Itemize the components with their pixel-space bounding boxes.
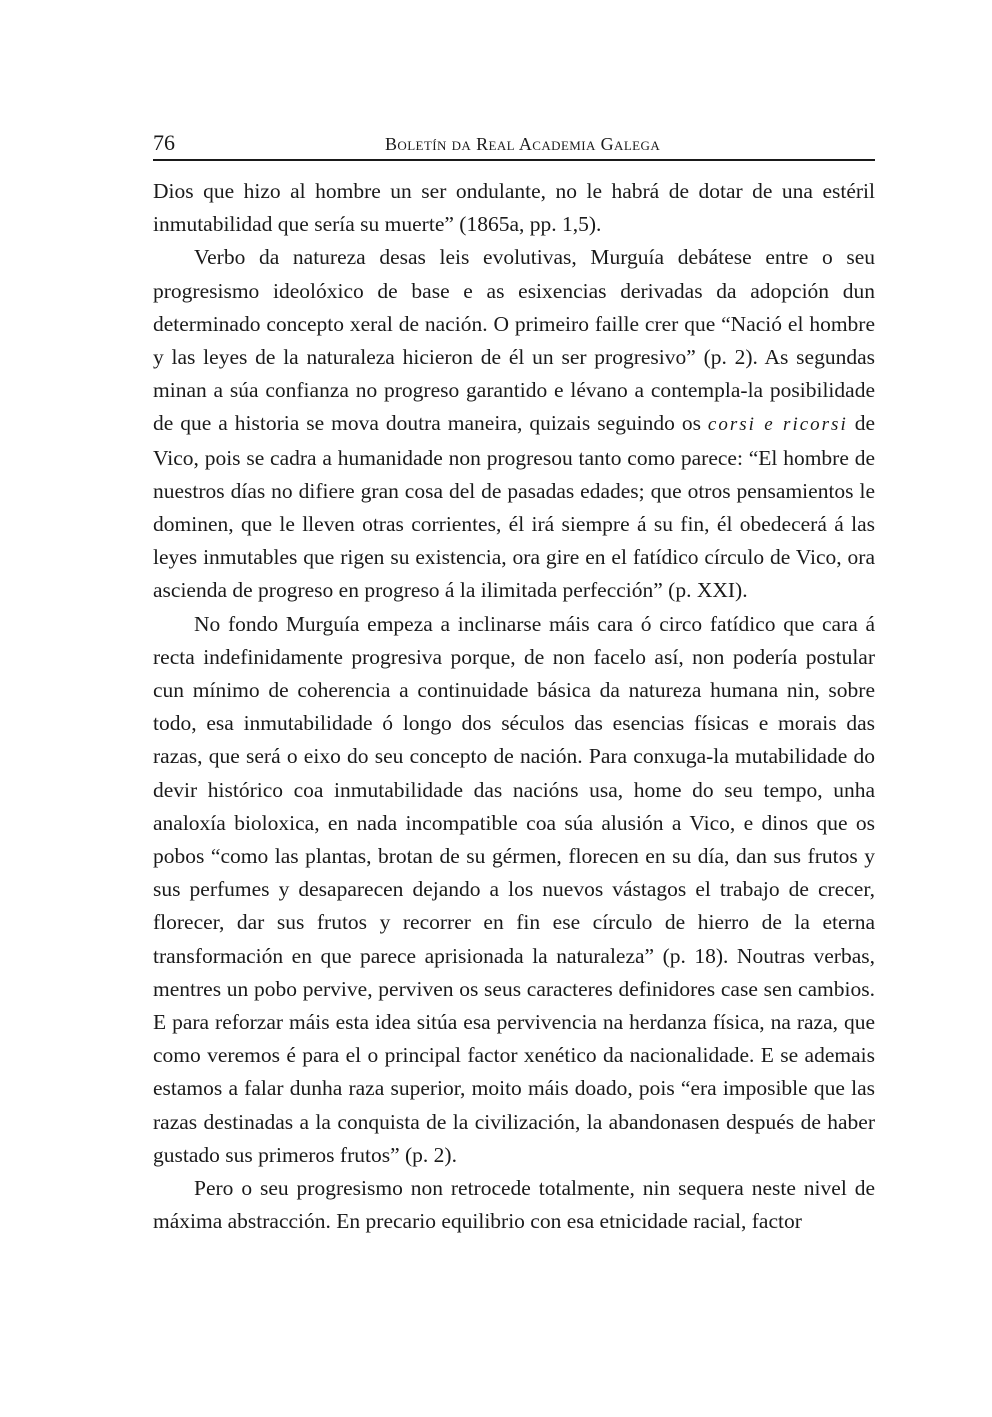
- paragraph-text: Verbo da natureza desas leis evolutivas, Murguía debátese entre o seu progresismo ideolóxico de base e as esixencias derivadas da adopción dun determinado concepto xeral de nación. O primeiro faille crer que “Nació el hombre y las leyes de la naturaleza hicieron de él un ser progresivo” (p. 2). As segundas minan a súa confianza no progreso garantido e lévano a contempla-la posibilidade de que a historia se mova doutra maneira, quizais seguindo os: [153, 245, 875, 436]
- paragraph: No fondo Murguía empeza a inclinarse máis cara ó circo fatídico que cara á recta indefinidamente progresiva porque, de non facelo así, non podería postular cun mínimo de coherencia a continuidade básica da natureza humana nin, sobre todo, esa inmutabilidade ó longo dos séculos das esencias físicas e morais das razas, que será o eixo do seu concepto de nación. Para conxuga-la mutabilidade do devir histórico coa inmutabilidade das nacións usa, home do seu tempo, unha analoxía bioloxica, en nada incompatible coa súa alusión a Vico, e dinos que os pobos “como las plantas, brotan de su gérmen, florecen en su día, dan sus frutos y sus perfumes y desaparecen dejando a los nuevos vástagos el trabajo de crecer, florecer, dar sus frutos y recorrer en fin ese círculo de hierro de la eterna transformación en que parece aprisionada la naturaleza” (p. 18). Noutras verbas, mentres un pobo pervive, perviven os seus caracteres definidores case sen cambios. E para reforzar máis esta idea sitúa esa pervivencia na herdanza física, na raza, que como veremos é para el o principal factor xenético da nacionalidade. E se ademais estamos a falar dunha raza superior, moito máis doado, pois “era imposible que las razas destinadas a la conquista de la civilización, la abandonasen después de haber gustado sus primeros frutos” (p. 2).: [153, 611, 875, 1167]
- body-text: [153, 175, 875, 1239]
- paragraph-text: de Vico, pois se cadra a humanidade non progresou tanto como parece: “El hombre de nuestros días no difiere gran cosa del de pasadas edades; que otros pensamientos le dominen, que le lleven otras corrientes, él irá siempre á su fin, él obedecerá á las leyes inmutables que rigen su existencia, ora gire en el fatídico círculo de Vico, ora ascienda de progreso en progreso á la ilimitada perfección” (p. XXI).: [153, 411, 875, 603]
- paragraph: [153, 241, 875, 607]
- paragraph-continuation: Dios que hizo al hombre un ser ondulante, no le habrá de dotar de una estéril inmutabilidad que sería su muerte” (1865a, pp. 1,5).: [153, 179, 875, 237]
- page-header: [153, 128, 875, 158]
- running-title: Boletín da Real Academia Galega: [385, 134, 661, 154]
- paragraph: Pero o seu progresismo non retrocede totalmente, nin sequera neste nivel de máxima abstracción. En precario equilibrio con esa etnicidade racial, factor: [153, 1176, 875, 1234]
- page-number: 76: [153, 130, 175, 155]
- header-rule: [153, 159, 875, 161]
- italic-term: corsi e ricorsi: [707, 414, 848, 436]
